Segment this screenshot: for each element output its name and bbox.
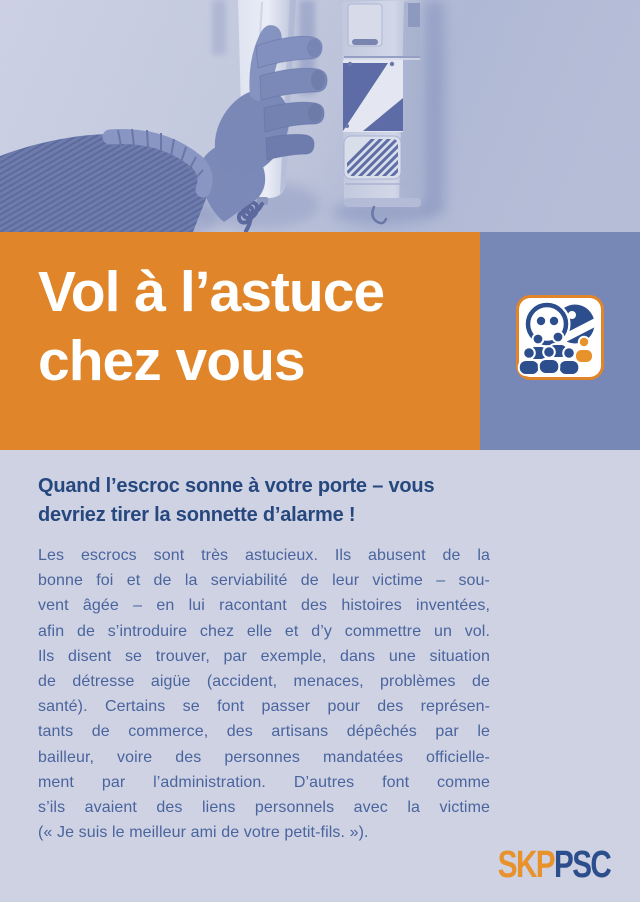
handset-cradle-slot	[352, 39, 378, 45]
body-line: santé). Certains se font passer pour des représen-	[38, 698, 490, 716]
title-banner-orange	[0, 232, 480, 450]
content-section	[0, 450, 640, 902]
intercom-photo-art	[0, 0, 640, 232]
body-line: ment par l’administration. D’autres font comme	[38, 773, 490, 791]
body-line: vent âgée – en lui racontant des histoires inventées,	[38, 597, 490, 615]
body-line: Ils disent se trouver, par exemple, dans une situation	[38, 647, 490, 665]
skppsc-people-logo-art	[516, 295, 604, 380]
skppsc-wordmark-skp: SKP	[497, 844, 554, 886]
skppsc-people-logo	[516, 295, 604, 380]
body-line: bonne foi et de la serviabilité de leur victime – sou-	[38, 572, 490, 590]
body-line: afin de s’introduire chez elle et d’y commettre un vol.	[38, 622, 490, 640]
intercom-photo	[0, 0, 640, 232]
skppsc-wordmark	[497, 846, 610, 884]
lead-heading	[38, 472, 602, 530]
lead-heading-line2: devriez tirer la sonnette d’alarme !	[38, 504, 356, 526]
body-line: bailleur, voire des personnes mandatées officielle-	[38, 748, 490, 766]
body-line: Les escrocs sont très astucieux. Ils abusent de la	[38, 547, 490, 564]
page-title-line1: Vol à l’astuce	[38, 260, 385, 324]
intercom-base-unit	[330, 0, 432, 223]
body-paragraph	[38, 543, 490, 845]
lead-heading-line1: Quand l’escroc sonne à votre porte – vous	[38, 475, 435, 497]
body-line: s’ils avaient des liens personnels avec la victime	[38, 799, 490, 817]
body-line: tants de commerce, des artisans dépêchés par le	[38, 723, 490, 741]
title-banner-side	[480, 232, 640, 450]
page-title	[38, 258, 480, 396]
body-line: (« Je suis le meilleur ami de votre petit-fils. »).	[38, 824, 369, 842]
skppsc-wordmark-psc: PSC	[553, 844, 610, 886]
title-banner	[0, 232, 640, 450]
body-line: de détresse aigüe (accident, menaces, problèmes de	[38, 673, 490, 691]
page-title-line2: chez vous	[38, 329, 305, 393]
